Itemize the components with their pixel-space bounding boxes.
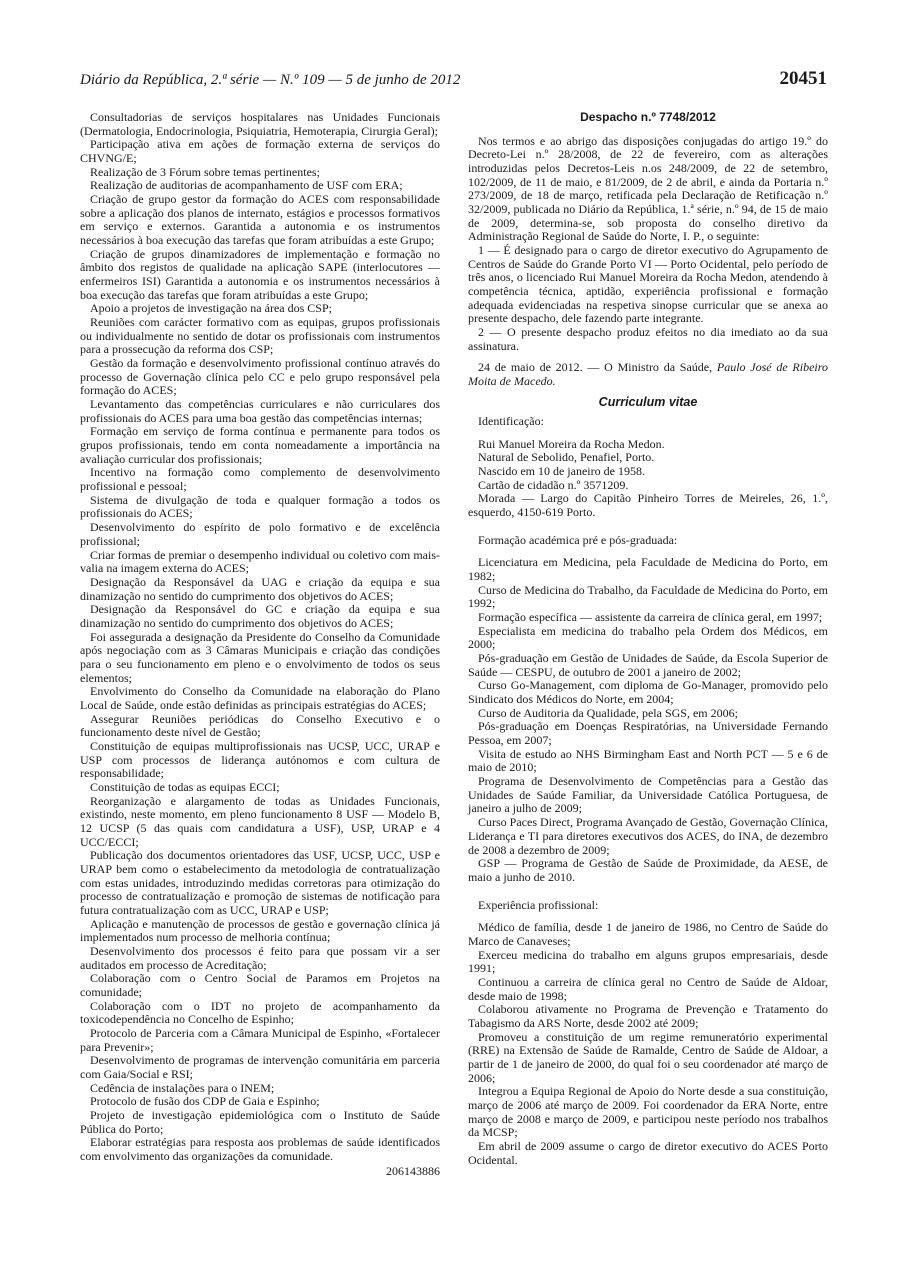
experiencia-item: Integrou a Equipa Regional de Apoio do Norte desde a sua constituição, março de 2006 até março de 2009. Foi coordenador da ERA Norte, entre março de 2008 e março de 2009, e participou neste período nos trabalhos da MCSP; bbox=[468, 1084, 828, 1140]
list-item: Sistema de divulgação de toda e qualquer formação a todos os profissionais do ACES; bbox=[80, 492, 440, 521]
identificacao-item: Nascido em 10 de janeiro de 1958. bbox=[478, 464, 645, 479]
list-item: Envolvimento do Conselho da Comunidade na elaboração do Plano Local de Saúde, onde estão definidas as principais estratégias do ACES; bbox=[80, 684, 440, 712]
formacao-item: GSP — Programa de Gestão de Saúde de Proximidade, da AESE, de maio a junho de 2010. bbox=[468, 856, 828, 884]
list-item: Criação de grupos dinamizadores de implementação e formação no âmbito dos registos de qualidade na aplicação SAPE (interlocutores — enfermeiros ISI) Garantida a autonomia e os instrumentos necessários à boa execução das tarefas que foram atribuídas a este Grupo; bbox=[80, 246, 440, 302]
despacho-body bbox=[468, 135, 828, 354]
list-item: Desenvolvimento de programas de intervenção comunitária em parceria com Gaia/Social e RSI; bbox=[80, 1053, 440, 1082]
experiencia-item: Continuou a carreira de clínica geral no Centro de Saúde de Aldoar, desde maio de 1998; bbox=[468, 974, 828, 1003]
list-item: Reorganização e alargamento de todas as Unidades Funcionais, existindo, neste momento, em pleno funcionamento 8 USF — Modelo B, 12 UCSP (5 das quais com candidatura a USF), USP, URAP e 4 UCC/ECCI; bbox=[80, 793, 440, 849]
page-number: 20451 bbox=[779, 68, 827, 89]
formacao-list bbox=[468, 556, 828, 884]
despacho-paragraph: 1 — É designado para o cargo de diretor executivo do Agrupamento de Centros de Saúde do Grande Porto VI — Porto Ocidental, pelo período de três anos, o licenciado Rui Manuel Moreira da Rocha Medon, atendendo à competência técnica, aptidão, experiência profissional e formação adequada evidenciadas na respetiva sinopse curricular que se anexa ao presente despacho, dele fazendo parte integrante. bbox=[468, 243, 828, 326]
list-item: Criação de grupo gestor da formação do ACES com responsabilidade sobre a aplicação dos planos de internato, estágios e processos formativos em serviço e externos. Garantida a autonomia e os instrumentos necessários à boa execução das tarefas que foram atribuídas a este Grupo; bbox=[80, 192, 440, 248]
identificacao-item: Cartão de cidadão n.º 3571209. bbox=[478, 477, 629, 492]
formacao-item: Formação específica — assistente da carreira de clínica geral, em 1997; bbox=[478, 610, 823, 625]
list-item: Protocolo de Parceria com a Câmara Municipal de Espinho, «Fortalecer para Prevenir»; bbox=[80, 1026, 440, 1054]
list-item: Designação da Responsável do GC e criação da equipa e sua dinamização no sentido do cumprimento dos objetivos do ACES; bbox=[80, 602, 440, 630]
list-item: Constituição de equipas multiprofissionais nas UCSP, UCC, URAP e USP com processos de liderança autónomos e com cultura de responsabilidade; bbox=[80, 738, 440, 781]
experiencia-item: Exerceu medicina do trabalho em alguns grupos empresariais, desde 1991; bbox=[468, 947, 828, 976]
formacao-item: Visita de estudo ao NHS Birmingham East and North PCT — 5 e 6 de maio de 2010; bbox=[468, 746, 828, 775]
experiencia-item: Colaborou ativamente no Programa de Prevenção e Tratamento do Tabagismo da ARS Norte, desde 2002 até 2009; bbox=[468, 1002, 828, 1030]
experiencia-list bbox=[468, 921, 828, 1167]
list-item: Designação da Responsável da UAG e criação da equipa e sua dinamização no sentido do cumprimento dos objetivos do ACES; bbox=[80, 574, 440, 603]
list-item: Assegurar Reuniões periódicas do Conselho Executivo e o funcionamento deste nível de Gestão; bbox=[80, 711, 440, 740]
experiencia-item: Em abril de 2009 assume o cargo de diretor executivo do ACES Porto Ocidental. bbox=[468, 1138, 828, 1167]
formacao-item: Programa de Desenvolvimento de Competências para a Gestão das Unidades de Saúde Familiar, da Universidade Católica Portuguesa, de janeiro a julho de 2009; bbox=[468, 774, 828, 816]
list-item: Levantamento das competências curriculares e não curriculares dos profissionais do ACES para uma boa gestão das competências internas; bbox=[80, 397, 440, 425]
formacao-item: Licenciatura em Medicina, pela Faculdade de Medicina do Porto, em 1982; bbox=[468, 555, 828, 584]
list-item: Constituição de todas as equipas ECCI; bbox=[90, 779, 280, 794]
identificacao-item: Natural de Sebolido, Penafiel, Porto. bbox=[478, 450, 655, 465]
list-item: Desenvolvimento do espírito de polo formativo e de excelência profissional; bbox=[80, 520, 440, 548]
identificacao-item: Morada — Largo do Capitão Pinheiro Torres de Meireles, 26, 1.º, esquerdo, 4150-619 Porto. bbox=[468, 491, 828, 520]
left-items-list bbox=[80, 111, 440, 1164]
formacao-item: Curso de Medicina do Trabalho, da Faculdade de Medicina do Porto, em 1992; bbox=[468, 582, 828, 611]
list-item: Protocolo de fusão dos CDP de Gaia e Espinho; bbox=[90, 1094, 320, 1109]
formacao-item: Curso Go-Management, com diploma de Go-Manager, promovido pelo Sindicato dos Médicos do Norte, em 2004; bbox=[468, 678, 828, 707]
list-item: Desenvolvimento dos processos é feito para que possam vir a ser auditados em processo de Acreditação; bbox=[80, 943, 440, 972]
signature-line bbox=[468, 361, 828, 388]
formacao-item: Pós-graduação em Doenças Respiratórias, na Universidade Fernando Pessoa, em 2007; bbox=[468, 719, 828, 748]
page-header bbox=[80, 66, 827, 96]
list-item: Incentivo na formação como complemento de desenvolvimento profissional e pessoal; bbox=[80, 465, 440, 494]
experiencia-item: Médico de família, desde 1 de janeiro de 1986, no Centro de Saúde do Marco de Canaveses; bbox=[468, 920, 828, 948]
formacao-label: Formação académica pré e pós-graduada: bbox=[478, 532, 678, 547]
list-item: Cedência de instalações para o INEM; bbox=[90, 1080, 275, 1095]
list-item: Aplicação e manutenção de processos de gestão e governação clínica já implementados num processo de melhoria contínua; bbox=[80, 916, 440, 945]
list-item: Colaboração com o Centro Social de Paramos em Projetos na comunidade; bbox=[80, 971, 440, 999]
identificacao-item: Rui Manuel Moreira da Rocha Medon. bbox=[478, 436, 665, 451]
right-column bbox=[468, 111, 828, 1167]
list-item: Gestão da formação e desenvolvimento profissional contínuo através do processo de Governação clínica pelo CC e pelo grupo responsável pela formação do ACES; bbox=[80, 356, 440, 398]
list-item: Colaboração com o IDT no projeto de acompanhamento da toxicodependência no Concelho de Espinho; bbox=[80, 998, 440, 1027]
document-code: 206143886 bbox=[386, 1163, 440, 1178]
list-item: Elaborar estratégias para resposta aos problemas de saúde identificados com envolvimento das organizações da comunidade. bbox=[80, 1135, 440, 1164]
experiencia-label: Experiência profissional: bbox=[478, 897, 599, 912]
left-column bbox=[80, 111, 440, 1178]
formacao-item: Curso de Auditoria da Qualidade, pela SGS, em 2006; bbox=[478, 705, 738, 720]
identificacao-label: Identificação: bbox=[478, 414, 544, 429]
list-item: Foi assegurada a designação da Presidente do Conselho da Comunidade após negociação com as 3 Câmaras Municipais e criação das condições para o seu funcionamento em pleno e o envolvimento de todos os seus elementos; bbox=[80, 629, 440, 685]
formacao-item: Pós-graduação em Gestão de Unidades de Saúde, da Escola Superior de Saúde — CESPU, de outubro de 2001 a janeiro de 2002; bbox=[468, 651, 828, 679]
list-item: Formação em serviço de forma contínua e permanente para todos os grupos profissionais, tendo em conta nomeadamente a importância na avaliação curricular dos profissionais; bbox=[80, 424, 440, 466]
list-item: Apoio a projetos de investigação na área dos CSP; bbox=[90, 301, 332, 316]
despacho-title: Despacho n.º 7748/2012 bbox=[580, 110, 716, 124]
cv-title: Curriculum vitae bbox=[598, 394, 698, 409]
identificacao-list bbox=[468, 438, 828, 520]
list-item: Projeto de investigação epidemiológica com o Instituto de Saúde Pública do Porto; bbox=[80, 1108, 440, 1136]
list-item: Reuniões com carácter formativo com as equipas, grupos profissionais ou individualmente no sentido de dotar os profissionais com instrumentos para a prossecução da reforma dos CSP; bbox=[80, 315, 440, 357]
list-item: Realização de auditorias de acompanhamento de USF com ERA; bbox=[90, 178, 403, 193]
list-item: Criar formas de premiar o desempenho individual ou coletivo com mais-valia na imagem externa do ACES; bbox=[80, 547, 440, 576]
list-item: Consultadorias de serviços hospitalares nas Unidades Funcionais (Dermatologia, Endocrinologia, Psiquiatria, Hemoterapia, Cirurgia Geral); bbox=[80, 110, 440, 138]
list-item: Realização de 3 Fórum sobre temas pertinentes; bbox=[90, 164, 320, 179]
list-item: Participação ativa em ações de formação externa de serviços do CHVNG/E; bbox=[80, 137, 440, 166]
experiencia-item: Promoveu a constituição de um regime remuneratório experimental (RRE) na Extensão de Saúde de Ramalde, Centro de Saúde de Aldoar, a partir de 1 de janeiro de 2000, do qual foi o seu coordenador até março de 2006; bbox=[468, 1029, 828, 1085]
despacho-paragraph: 2 — O presente despacho produz efeitos no dia imediato ao da sua assinatura. bbox=[468, 325, 828, 353]
despacho-paragraph: Nos termos e ao abrigo das disposições conjugadas do artigo 19.º do Decreto-Lei n.º 28/2008, de 22 de fevereiro, com as alterações introduzidas pelos Decretos-Leis n.os 248/2009, de 22 de setembro, 102/2009, de 11 de maio, e 81/2009, de 2 de abril, e ainda da Portaria n.º 273/2009, de 18 de março, retificada pela Declaração de Retificação n.º 32/2009, publicada no Diário da República, 1.ª série, n.º 94, de 15 de maio de 2009, determina-se, sob proposta do conselho diretivo da Administração Regional de Saúde do Norte, I. P., o seguinte: bbox=[468, 133, 828, 244]
list-item: Publicação dos documentos orientadores das USF, UCSP, UCC, USP e URAP bem como o estabelecimento da metodologia de contratualização com estas unidades, introduzindo medidas corretoras para otimização do processo de contratualização e promoção de sistemas de notificação para futura contratualização com as UCC, URAP e USP; bbox=[80, 848, 440, 917]
signature-date: 24 de maio de 2012. — O Ministro da Saúde, bbox=[478, 360, 717, 375]
formacao-item: Especialista em medicina do trabalho pela Ordem dos Médicos, em 2000; bbox=[468, 623, 828, 652]
signature-name: Paulo José de Ribeiro Moita de Macedo. bbox=[468, 360, 828, 389]
journal-title: Diário da República, 2.ª série — N.º 109 — 5 de junho de 2012 bbox=[80, 72, 461, 88]
formacao-item: Curso Paces Direct, Programa Avançado de Gestão, Governação Clínica, Liderança e TI para diretores executivos dos ACES, do INA, de dezembro de 2008 a dezembro de 2009; bbox=[468, 815, 828, 857]
